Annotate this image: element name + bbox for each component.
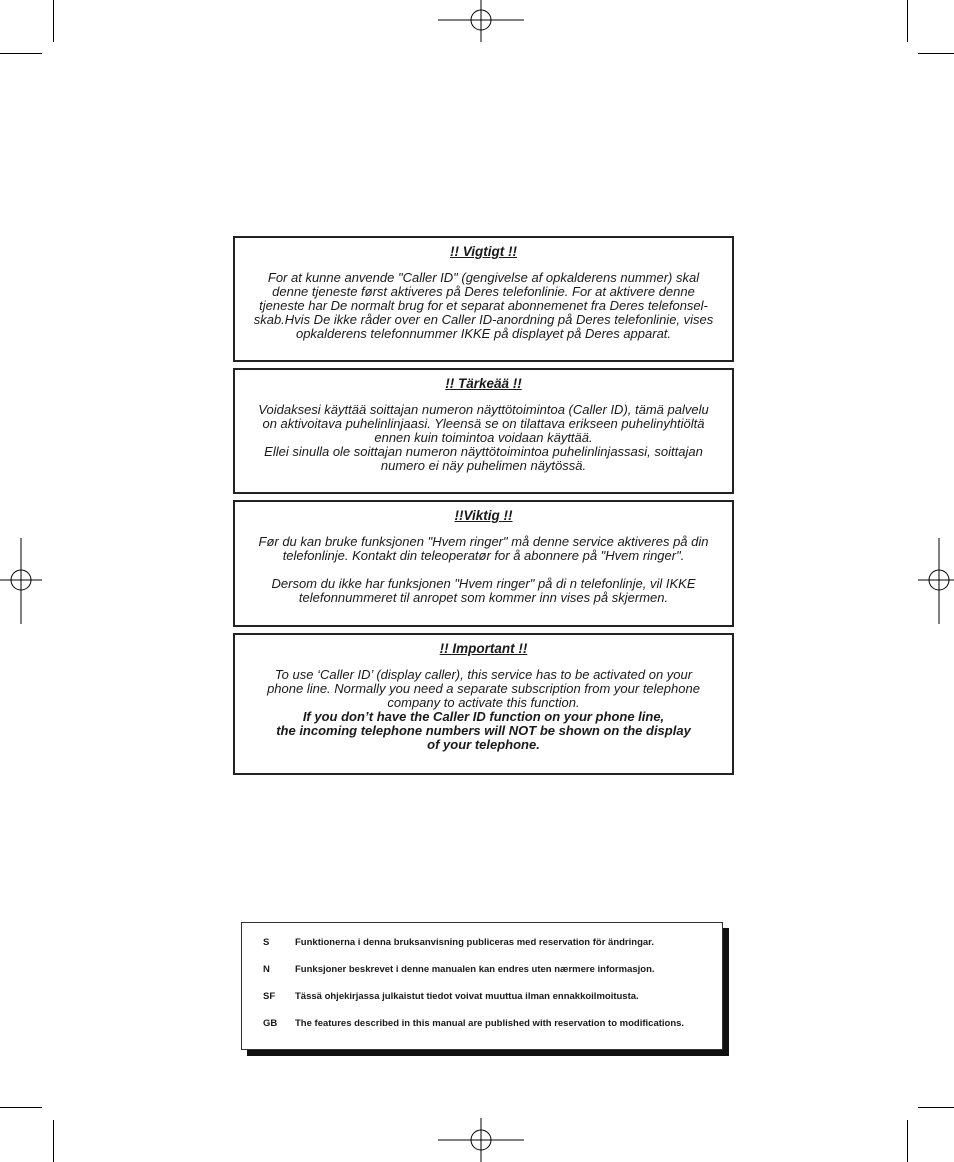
language-code: SF (263, 991, 276, 1002)
notice-bold-line: If you don’t have the Caller ID function on your phone line, (302, 709, 665, 724)
notice-line: numero ei näy puhelimen näytössä. (380, 458, 587, 473)
disclaimer-row (242, 937, 722, 964)
crop-mark (907, 1120, 908, 1162)
notice-line: Dersom du ikke har funksjonen "Hvem ringer" på di n telefonlinje, vil IKKE (271, 576, 696, 591)
crop-mark (918, 53, 954, 54)
notice-line: ennen kuin toimintoa voidaan käyttää. (374, 430, 593, 445)
notice-line: tjeneste har De normalt brug for et separat abonnemenet fra Deres telefonsel- (259, 298, 708, 313)
disclaimer-row (242, 1018, 722, 1045)
disclaimer-row (242, 964, 722, 991)
paragraph-gap (245, 563, 722, 577)
crop-mark (907, 0, 908, 42)
notice-line: Før du kan bruke funksjonen "Hvem ringer" må denne service aktiveres på din (258, 534, 709, 549)
notice-line: opkalderens telefonnummer IKKE på displayet på Deres apparat. (295, 326, 672, 341)
notice-line: telefonlinje. Kontakt din teleoperatør for å abonnere på "Hvem ringer". (282, 548, 685, 563)
registration-mark-right (918, 538, 954, 624)
notice-heading: !! Tärkeää !! (445, 376, 522, 391)
notice-heading: !! Vigtigt !! (450, 244, 517, 259)
disclaimer-row (242, 991, 722, 1018)
notice-line: For at kunne anvende "Caller ID" (gengivelse af opkalderens nummer) skal (267, 270, 700, 285)
notice-english (233, 633, 734, 775)
notice-bold-line: the incoming telephone numbers will NOT be shown on the display (276, 723, 691, 738)
notice-line: denne tjeneste først aktiveres på Deres telefonlinie. For at aktivere denne (272, 284, 695, 299)
crop-mark (0, 1107, 42, 1108)
language-code: N (263, 964, 270, 975)
notice-line: skab.Hvis De ikke råder over en Caller ID-anordning på Deres telefonlinie, vises (253, 312, 714, 327)
registration-mark-bottom (438, 1118, 524, 1162)
notice-heading: !! Important !! (439, 641, 528, 656)
crop-mark (53, 1120, 54, 1162)
notice-line: Voidaksesi käyttää soittajan numeron näyttötoimintoa (Caller ID), tämä palvelu (258, 402, 709, 417)
notice-line: company to activate this function. (387, 695, 580, 710)
disclaimer-text: Funksjoner beskrevet i denne manualen kan endres uten nærmere informasjon. (295, 964, 655, 975)
disclaimer-box (241, 922, 723, 1050)
registration-mark-top (438, 0, 524, 42)
notice-bold-line: of your telephone. (427, 737, 540, 752)
notice-line: phone line. Normally you need a separate subscription from your telephone (267, 681, 700, 696)
disclaimer-text: Tässä ohjekirjassa julkaistut tiedot voivat muuttua ilman ennakkoilmoitusta. (295, 991, 639, 1002)
language-code: GB (263, 1018, 278, 1029)
notice-line: To use ‘Caller ID’ (display caller), this service has to be activated on your (274, 667, 693, 682)
notice-norwegian (233, 500, 734, 627)
notice-line: Ellei sinulla ole soittajan numeron näyttötoimintoa puhelinlinjassasi, soittajan (264, 444, 703, 459)
notice-heading: !!Viktig !! (454, 508, 513, 523)
notice-danish (233, 236, 734, 362)
notice-line: on aktivoitava puhelinlinjaasi. Yleensä se on tilattava erikseen puhelinyhtiöltä (262, 416, 705, 431)
crop-mark (0, 53, 42, 54)
disclaimer-text: Funktionerna i denna bruksanvisning publiceras med reservation för ändringar. (295, 937, 654, 948)
notice-line: telefonnummeret til anropet som kommer inn vises på skjermen. (298, 590, 669, 605)
crop-mark (53, 0, 54, 42)
notice-finnish (233, 368, 734, 494)
language-code: S (263, 937, 270, 948)
crop-mark (918, 1107, 954, 1108)
registration-mark-left (0, 538, 42, 624)
disclaimer-text: The features described in this manual are published with reservation to modifications. (295, 1018, 685, 1029)
